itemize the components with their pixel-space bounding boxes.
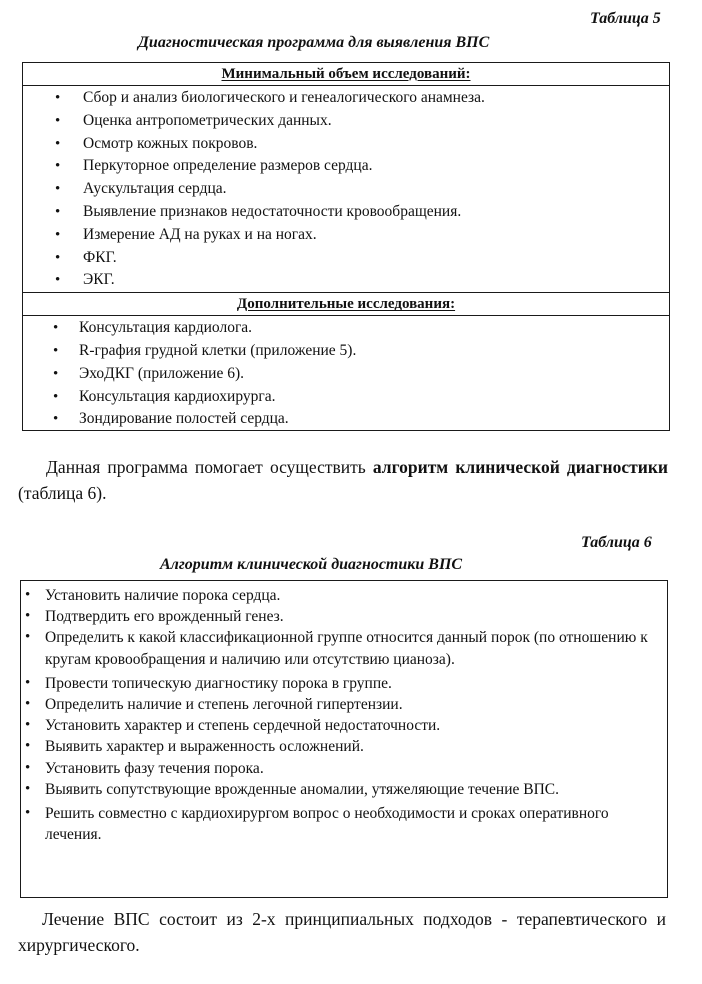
bullet-icon: •: [25, 738, 31, 755]
bullet-icon: •: [25, 805, 31, 822]
list-item: • Зондирование полостей сердца.: [23, 408, 669, 431]
list-item: • Установить характер и степень сердечной недостаточности.: [21, 715, 667, 736]
list-item: • Сбор и анализ биологического и генеалогического анамнеза.: [23, 87, 669, 110]
list-item: • Осмотр кожных покровов.: [23, 133, 669, 156]
bullet-icon: •: [55, 226, 61, 243]
list-item: • Выявить характер и выраженность осложнений.: [21, 736, 667, 757]
bullet-icon: •: [25, 629, 31, 646]
table6-list: [21, 585, 667, 845]
table6-label: Таблица 6: [581, 534, 652, 551]
bullet-icon: •: [25, 608, 31, 625]
bullet-icon: •: [25, 587, 31, 603]
bullet-icon: •: [55, 203, 61, 220]
bullet-icon: •: [53, 342, 59, 359]
list-item: • Провести топическую диагностику порока в группе.: [21, 673, 667, 694]
bullet-icon: •: [53, 411, 59, 428]
bullet-icon: •: [55, 135, 61, 152]
list-item: • Аускультация сердца.: [23, 178, 669, 201]
bullet-icon: •: [55, 158, 61, 175]
list-item: • Установить наличие порока сердца.: [21, 585, 667, 606]
table5-box: [22, 62, 670, 431]
list-item: • Измерение АД на руках и на ногах.: [23, 224, 669, 247]
list-item: • Консультация кардиолога.: [23, 317, 669, 340]
list-item: • Выявить сопутствующие врожденные аномалии, утяжеляющие течение ВПС.: [21, 779, 667, 800]
treatment-paragraph: Лечение ВПС состоит из 2-х принципиальных подходов - терапевтического и хирургического.: [18, 909, 666, 955]
list-item: • Решить совместно с кардиохирургом вопрос о необходимости и сроках оперативного лечения.: [25, 805, 609, 844]
intro-paragraph: Данная программа помогает осуществить алгоритм клинической диагностики (таблица 6).: [18, 457, 668, 503]
bullet-icon: •: [55, 272, 61, 289]
list-item: • Определить наличие и степень легочной гипертензии.: [21, 694, 667, 715]
list-item: • Установить фазу течения порока.: [21, 758, 667, 779]
list-item: • Перкуторное определение размеров сердца.: [23, 155, 669, 178]
bullet-icon: •: [25, 759, 31, 776]
list-item: • Выявление признаков недостаточности кровообращения.: [23, 201, 669, 224]
list-item: • Определить к какой классификационной группе относится данный порок (по отношению к кругам кровообращения и наличию или отсутствию цианоза).: [25, 629, 648, 668]
table6-box: [20, 580, 668, 898]
list-item: • ЭхоДКГ (приложение 6).: [23, 363, 669, 386]
list-item: • Консультация кардиохирурга.: [23, 386, 669, 409]
bullet-icon: •: [25, 780, 31, 797]
table5-section-additional-header: Дополнительные исследования:: [236, 296, 456, 313]
table5-minimum-list: [23, 86, 669, 292]
bullet-icon: •: [55, 249, 61, 266]
bullet-icon: •: [55, 90, 61, 106]
bullet-icon: •: [55, 112, 61, 129]
table5-section-minimum-header: Минимальный объем исследований:: [221, 66, 471, 82]
emphasis-text: алгоритм клинической диагностики: [372, 457, 668, 477]
table5-additional-list: [23, 316, 669, 431]
bullet-icon: •: [25, 674, 31, 691]
bullet-icon: •: [55, 181, 61, 198]
list-item: • Оценка антропометрических данных.: [23, 110, 669, 133]
bullet-icon: •: [53, 388, 59, 405]
table5-label: Таблица 5: [590, 10, 661, 27]
list-item: • Подтвердить его врожденный генез.: [21, 606, 667, 627]
table6-title: Алгоритм клинической диагностики ВПС: [160, 556, 463, 573]
list-item: • ФКГ.: [23, 247, 669, 270]
list-item: • R-графия грудной клетки (приложение 5).: [23, 340, 669, 363]
bullet-icon: •: [25, 717, 31, 734]
list-item: • ЭКГ.: [23, 269, 669, 292]
table5-title: Диагностическая программа для выявления ВПС: [138, 34, 490, 51]
bullet-icon: •: [25, 696, 31, 713]
bullet-icon: •: [53, 320, 59, 337]
bullet-icon: •: [53, 365, 59, 382]
